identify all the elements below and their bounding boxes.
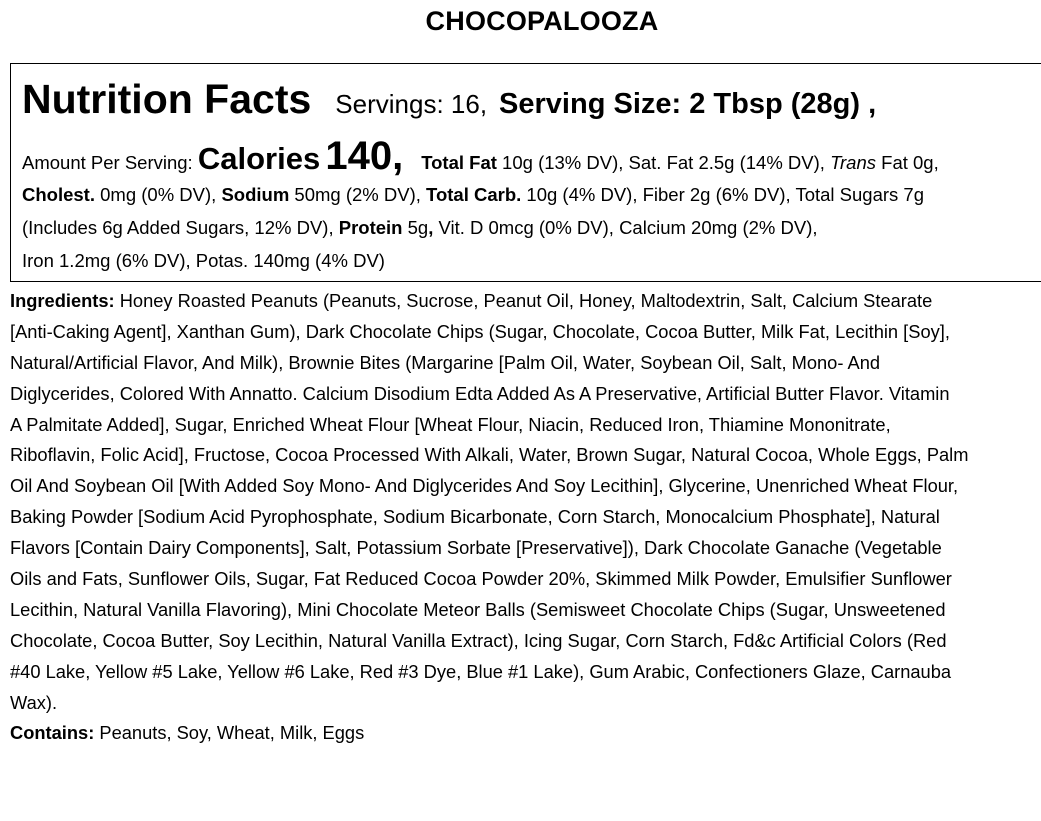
facts-header (22, 76, 876, 123)
total-fat-value: 10g (13% DV), Sat. Fat 2.5g (14% DV), (496, 152, 831, 173)
calories-value: 140 (325, 134, 393, 178)
contains-label: Contains: (10, 722, 95, 743)
facts-details (22, 134, 1041, 277)
ingredients-line: Natural/Artificial Flavor, And Milk), Brownie Bites (Margarine [Palm Oil, Water, Soybean Oil, Salt, Mono- And (10, 351, 881, 373)
ingredients-line: Diglycerides, Colored With Annatto. Calcium Disodium Edta Added As A Preservative, Artificial Butter Flavor. Vitamin (10, 382, 950, 404)
protein-line (22, 211, 1041, 244)
calories-label: Calories (197, 141, 321, 176)
ingredients-line: Flavors [Contain Dairy Components], Salt, Potassium Sorbate [Preservative]), Dark Chocolate Ganache (Vegetable (10, 537, 942, 559)
ingredients-block (10, 286, 1041, 718)
sodium-label: Sodium (221, 184, 290, 205)
cholesterol-label: Cholest. (22, 184, 95, 205)
nutrition-facts-panel (10, 63, 1041, 282)
contains-value: Peanuts, Soy, Wheat, Milk, Eggs (94, 722, 365, 743)
total-fat-label: Total Fat (421, 152, 497, 173)
iron-line (22, 244, 1041, 277)
ingredients-line: [Anti-Caking Agent], Xanthan Gum), Dark Chocolate Chips (Sugar, Chocolate, Cocoa Butter, Milk Fat, Lecithin [Soy], (10, 320, 950, 342)
ingredients-line: A Palmitate Added], Sugar, Enriched Wheat Flour [Wheat Flour, Niacin, Reduced Iron, Thiamine Mononitrate, (10, 413, 891, 435)
serving-size: Serving Size: 2 Tbsp (28g) , (499, 88, 877, 120)
iron-potassium-value: Iron 1.2mg (6% DV), Potas. 140mg (4% DV) (22, 250, 385, 271)
ingredients-label: Ingredients: (10, 290, 115, 311)
added-sugars-value: (Includes 6g Added Sugars, 12% DV), (22, 217, 339, 238)
ingredients-line: Chocolate, Cocoa Butter, Soy Lecithin, Natural Vanilla Extract), Icing Sugar, Corn Starch, Fd&c Artificial Colors (Red (10, 629, 947, 651)
ingredients-line: Oils and Fats, Sunflower Oils, Sugar, Fat Reduced Cocoa Powder 20%, Skimmed Milk Powder, Emulsifier Sunflower (10, 568, 952, 590)
facts-heading: Nutrition Facts (22, 76, 312, 122)
protein-label: Protein (338, 217, 403, 238)
ingredients-line: #40 Lake, Yellow #5 Lake, Yellow #6 Lake, Red #3 Dye, Blue #1 Lake), Gum Arabic, Confectioners Glaze, Carnauba (10, 660, 952, 682)
product-title: CHOCOPALOOZA (425, 6, 659, 36)
ingredients-line: Oil And Soybean Oil [With Added Soy Mono- And Diglycerides And Soy Lecithin], Glycerine, Unenriched Wheat Flour, (10, 475, 959, 497)
cholesterol-line (22, 178, 1041, 211)
ingredients-line: Baking Powder [Sodium Acid Pyrophosphate, Sodium Bicarbonate, Corn Starch, Monocalcium Phosphate], Natural (10, 506, 940, 528)
protein-comma: , (428, 217, 434, 238)
amount-per-serving-label: Amount Per Serving: (22, 152, 193, 173)
ingredients-line (10, 286, 1041, 317)
cholesterol-value: 0mg (0% DV), (94, 184, 222, 205)
vitamin-calcium-value: Vit. D 0mcg (0% DV), Calcium 20mg (2% DV), (433, 217, 818, 238)
ingredients-line: Riboflavin, Folic Acid], Fructose, Cocoa Processed With Alkali, Water, Brown Sugar, Natural Cocoa, Whole Eggs, Palm (10, 444, 969, 466)
servings-count: Servings: 16, (335, 89, 488, 119)
total-carb-label: Total Carb. (426, 184, 522, 205)
protein-value: 5g (402, 217, 429, 238)
ingredients-line: Wax). (10, 691, 58, 713)
allergen-statement (10, 718, 364, 748)
calories-line (22, 134, 1041, 178)
calories-comma: , (392, 134, 404, 178)
ingredients-text: Honey Roasted Peanuts (Peanuts, Sucrose, Peanut Oil, Honey, Maltodextrin, Salt, Calcium Stearate (114, 290, 933, 311)
ingredients-line: Lecithin, Natural Vanilla Flavoring), Mini Chocolate Meteor Balls (Semisweet Chocolate Chips (Sugar, Unsweetened (10, 598, 946, 620)
sodium-value: 50mg (2% DV), (289, 184, 427, 205)
trans-fat-value: Fat 0g, (876, 152, 939, 173)
total-carb-value: 10g (4% DV), Fiber 2g (6% DV), Total Sugars 7g (521, 184, 925, 205)
trans-label: Trans (830, 152, 876, 173)
